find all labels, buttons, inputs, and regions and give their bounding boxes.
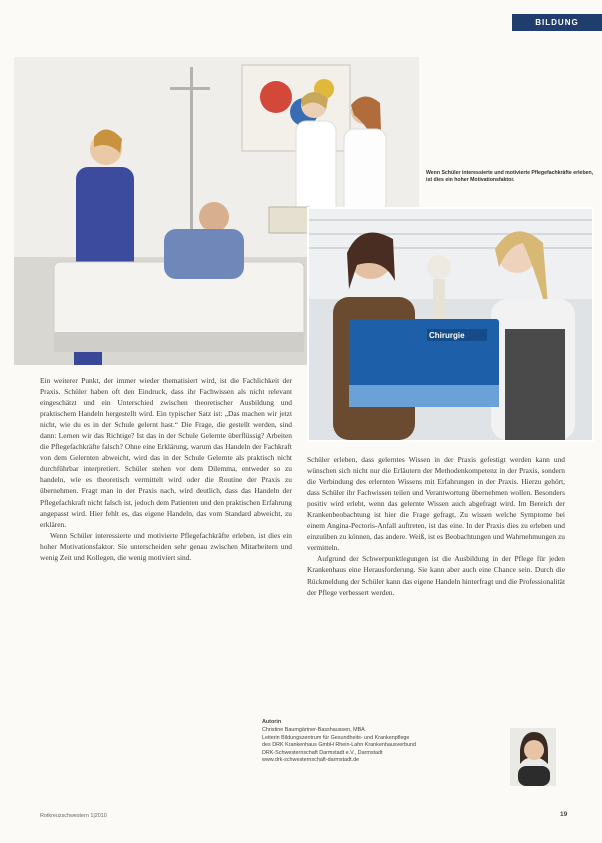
article-paragraph: Aufgrund der Schwerpunktlegungen ist die Ausbildung in der Pflege für jeden Krankenhaus eine Herausforderung. Sie kann aber auch eine Chance sein. Durch die Rückmeldung der Schüler kann das eigene Handeln hinterfragt und die Professionalität der Pflege verbessert werden.	[307, 554, 565, 597]
author-label: Autorin	[262, 719, 282, 725]
author-line: des DRK Krankenhaus GmbH Rhein-Lahn Krankenhausverbund	[262, 742, 417, 749]
author-line: DRK-Schwesternschaft Darmstadt e.V., Darmstadt	[262, 749, 383, 756]
photo-caption: Wenn Schüler interessierte und motivierte Pflegefachkräfte erleben, ist dies ein hoher Motivationsfaktor.	[426, 170, 594, 183]
author-line: Leiterin Bildungszentrum für Gesundheits- und Krankenpflege	[262, 734, 410, 741]
author-portrait	[510, 728, 556, 786]
author-website: www.drk-schwesternschaft-darmstadt.de	[262, 757, 360, 764]
article-paragraph: Wenn Schüler interessierte und motivierte Pflegefachkräfte erleben, ist dies ein hoher Motivationsfaktor. Sie unterscheiden sehr genau zwischen Mitarbeitern und wenig Zeit und Kollegen, die wenig motiviert sind.	[40, 530, 292, 562]
book-title: Chirurgie	[429, 331, 465, 340]
journal-footer: Rotkreuzschwestern 1|2010	[40, 813, 107, 819]
article-paragraph: Ein weiterer Punkt, der immer wieder thematisiert wird, ist die Fachlichkeit der Praxis. Schüler haben oft den Eindruck, dass ihr Fachwissen als nicht relevant eingeschätzt und ein Unterschied zwischen theoretischer Ausbildung und praktischem Handeln hergestellt wird. Ein typischer Satz ist: „Das machen wir jetzt nicht, wie du es in der Schule gelernt hast.“ Die Frage, die gestellt werden, sind dann: Lernen wir das Richtige? Ist das in der Schule Gelernte überflüssig? Arbeiten die Pflegefachkräfte falsch? Ohne eine Erklärung, warum das Handeln der Fachkraft von dem Gelernten abweicht, wird das in der Schule Gelernte als praktisch nicht durchführbar interpretiert. Schüler stehen vor dem Dilemma, entweder so zu handeln, wie es theoretisch vermittelt wird oder die Routine der Praxis zu übernehmen. Fragt man in der Praxis nach, wird deutlich, dass das Handeln der Pflegefachkraft nicht falsch ist, jedoch dem Patienten und den praktischen Erfahrung angepasst wird. Hier fehlt es, das eigene Handeln, das vom Standard abweicht, zu erklären.	[40, 376, 292, 529]
page-number: 19	[560, 811, 568, 818]
article-column-left	[40, 375, 292, 563]
article-paragraph: Schüler erleben, dass gelerntes Wissen in der Praxis gefestigt werden kann und wünschen sich nicht nur die Erläutern der Methodenkompetenz in der Praxis, sondern die Verbindung des erlernten Wissens mit Erfahrungen in der Praxis. Hierzu gehört, dass Schüler ihr Fachwissen teilen und Verantwortung übernehmen wollen. Besonders positiv wird erlebt, wenn das gelernte Wissen auch abgefragt wird. Im Bereich der Krankenbeobachtung ist hier die Frage gefragt, Zu wissen welche Symptome bei einem Angina-Pectoris-Anfall auftreten, ist das eine. In der Praxis dies zu erleben und einzuüben zu können, das andere. Weiß, ist es Beobachtungen und Wahrnehmungen zu vermitteln.	[307, 455, 565, 553]
article-column-right	[307, 454, 565, 598]
textbook-photo	[307, 207, 594, 442]
author-box	[262, 719, 510, 764]
section-tab: BILDUNG	[512, 14, 602, 31]
author-line: Christine Baumgärtner-Basshaussen, MBA	[262, 727, 365, 734]
